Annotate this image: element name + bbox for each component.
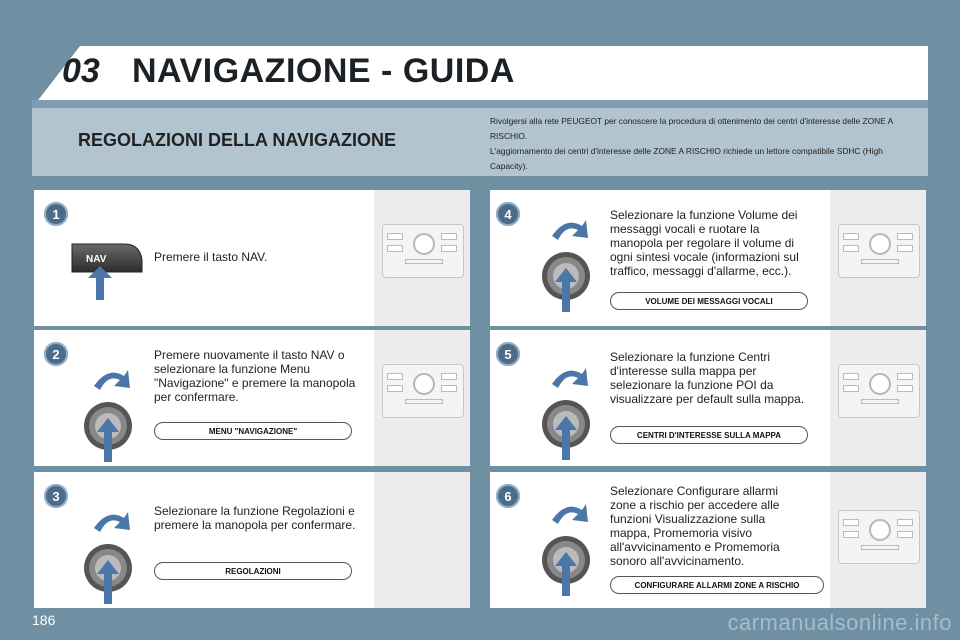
nav-key-label: NAV bbox=[86, 254, 107, 265]
step-panel-2 bbox=[34, 330, 470, 466]
step-text-3: Selezionare la funzione Regolazioni e premere la manopola per confermare. bbox=[154, 504, 356, 532]
radio-photo-3 bbox=[374, 472, 470, 608]
note-line-1: Rivolgersi alla rete PEUGEOT per conoscere la procedura di ottenimento dei centri d'interesse delle ZONE A RISCHIO. bbox=[490, 116, 893, 141]
step-text-2: Premere nuovamente il tasto NAV o selezionare la funzione Menu "Navigazione" e premere la manopola per confermare. bbox=[154, 348, 356, 404]
step-panel-6 bbox=[490, 472, 926, 608]
step-pill-2: MENU "NAVIGAZIONE" bbox=[154, 422, 352, 440]
watermark: carmanualsonline.info bbox=[727, 610, 952, 635]
chapter-number: 03 bbox=[62, 52, 100, 90]
page-number: 186 bbox=[32, 612, 56, 628]
nav-key-icon bbox=[70, 232, 144, 302]
step-panel-3 bbox=[34, 472, 470, 608]
note-line-2: L'aggiornamento dei centri d'interesse delle ZONE A RISCHIO richiede un lettore compatibile SDHC (High Capacity). bbox=[490, 146, 883, 171]
step-text-1: Premere il tasto NAV. bbox=[154, 250, 268, 264]
step-badge-4: 4 bbox=[496, 202, 520, 226]
step-panel-1 bbox=[34, 190, 470, 326]
step-pill-5: CENTRI D'INTERESSE SULLA MAPPA bbox=[610, 426, 808, 444]
step-badge-1: 1 bbox=[44, 202, 68, 226]
step-badge-2: 2 bbox=[44, 342, 68, 366]
rotary-knob-icon bbox=[536, 496, 596, 596]
radio-photo-5 bbox=[830, 330, 926, 466]
rotary-knob-icon bbox=[536, 360, 596, 460]
step-badge-5: 5 bbox=[496, 342, 520, 366]
intro-note bbox=[490, 114, 920, 174]
console-icon bbox=[382, 224, 464, 278]
section-title: REGOLAZIONI DELLA NAVIGAZIONE bbox=[78, 130, 396, 150]
step-badge-6: 6 bbox=[496, 484, 520, 508]
step-badge-3: 3 bbox=[44, 484, 68, 508]
radio-photo-2 bbox=[374, 330, 470, 466]
step-text-5: Selezionare la funzione Centri d'interesse sulla mappa per selezionare la funzione POI da visualizzare per default sulla mappa. bbox=[610, 350, 805, 406]
step-text-4: Selezionare la funzione Volume dei messaggi vocali e ruotare la manopola per regolare il volume di ogni sintesi vocale (informazioni sul traffico, messaggi d'allarme, ecc.). bbox=[610, 208, 799, 278]
step-pill-3: REGOLAZIONI bbox=[154, 562, 352, 580]
step-panel-4 bbox=[490, 190, 926, 326]
rotary-knob-icon bbox=[78, 504, 138, 604]
step-text-6: Selezionare Configurare allarmi zone a rischio per accedere alle funzioni Visualizzazione sulla mappa, Promemoria visivo all'avvicinamento e Promemoria sonoro all'avvicinamento. bbox=[610, 484, 780, 568]
header-divider bbox=[32, 100, 928, 108]
step-panel-5 bbox=[490, 330, 926, 466]
radio-photo-1 bbox=[374, 190, 470, 326]
radio-photo-6 bbox=[830, 472, 926, 608]
rotary-knob-icon bbox=[78, 362, 138, 462]
page-title: NAVIGAZIONE - GUIDA bbox=[132, 52, 515, 90]
rotary-knob-icon bbox=[536, 212, 596, 312]
step-pill-4: VOLUME DEI MESSAGGI VOCALI bbox=[610, 292, 808, 310]
radio-photo-4 bbox=[830, 190, 926, 326]
step-pill-6: CONFIGURARE ALLARMI ZONE A RISCHIO bbox=[610, 576, 824, 594]
